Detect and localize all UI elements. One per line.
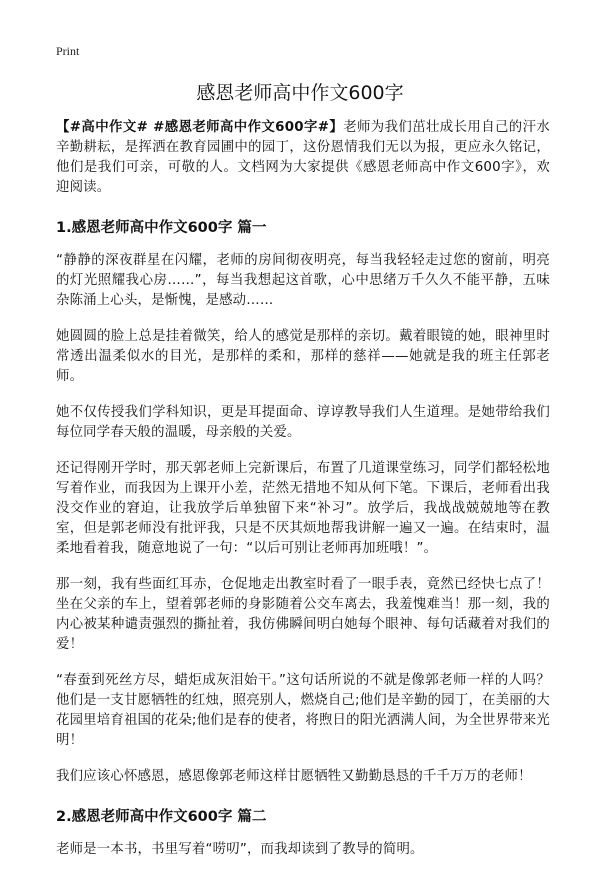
section1-paragraph: 她不仅传授我们学科知识，更是耳提面命、谆谆教导我们人生道理。是她带给我们每位同学春天般的温暖，母亲般的关爱。 (56, 405, 550, 440)
section2-paragraph: 老师是一本书，书里写着“唠叨”，而我却读到了教导的简明。 (56, 842, 424, 857)
section-heading-1: 1.感恩老师高中作文600字 篇一 (56, 220, 267, 236)
intro-tag: 【#高中作文# #感恩老师高中作文600字#】 (56, 120, 344, 135)
print-label: Print (56, 44, 80, 58)
document-body (56, 118, 550, 876)
section1-paragraph: “静静的深夜群星在闪耀，老师的房间彻夜明亮，每当我轻轻走过您的窗前，明亮的灯光照耀我心房……”，每当我想起这首歌，心中思绪万千久久不能平静，五味杂陈涌上心头，是惭愧，是感动…… (56, 253, 550, 308)
intro-paragraph (56, 118, 550, 198)
section1-paragraph: 我们应该心怀感恩，感恩像郭老师这样甘愿牺牲又勤勤恳恳的千千万万的老师！ (56, 769, 532, 784)
page-title: 感恩老师高中作文600字 (196, 82, 404, 104)
section1-paragraph: “春蚕到死丝方尽，蜡炬成灰泪始干。”这句话所说的不就是像郭老师一样的人吗？他们是一支甘愿牺牲的红烛，照亮别人，燃烧自己;他们是辛勤的园丁，在美丽的大花园里培育祖国的花朵;他们是春的使者，将煦日的阳光洒满人间，为全世界带来光明！ (56, 673, 550, 748)
intro-text: 老师为我们茁壮成长用自己的汗水辛勤耕耘，是挥洒在教育园圃中的园丁，这份恩情我们无以为报，更应永久铭记，他们是我们可亲，可敬的人。文档网为大家提供《感恩老师高中作文600字》，欢迎阅读。 (56, 120, 551, 195)
section1-paragraph: 还记得刚开学时，那天郭老师上完新课后，布置了几道课堂练习，同学们都轻松地写着作业，而我因为上课开小差，茫然无措地不知从何下笔。下课后，老师看出我没交作业的窘迫，让我放学后单独留下来“补习”。放学后，我战战兢兢地等在教室，但是郭老师没有批评我，只是不厌其烦地帮我讲解一遍又一遍。在结束时，温柔地看着我，随意地说了一句：“以后可别让老师再加班哦！”。 (56, 461, 550, 556)
section1-paragraph: 她圆圆的脸上总是挂着微笑，给人的感觉是那样的亲切。戴着眼镜的她，眼神里时常透出温柔似水的目光，是那样的柔和，那样的慈祥——她就是我的班主任郭老师。 (56, 329, 550, 384)
section-heading-2: 2.感恩老师高中作文600字 篇二 (56, 809, 267, 825)
section1-paragraph: 那一刻，我有些面红耳赤，仓促地走出教室时看了一眼手表，竟然已经快七点了！坐在父亲的车上，望着郭老师的身影随着公交车离去，我羞愧难当！那一刻，我的内心被某种谴责强烈的撕扯着，我仿佛瞬间明白她每个眼神、每句话藏着对我们的爱！ (56, 577, 550, 652)
